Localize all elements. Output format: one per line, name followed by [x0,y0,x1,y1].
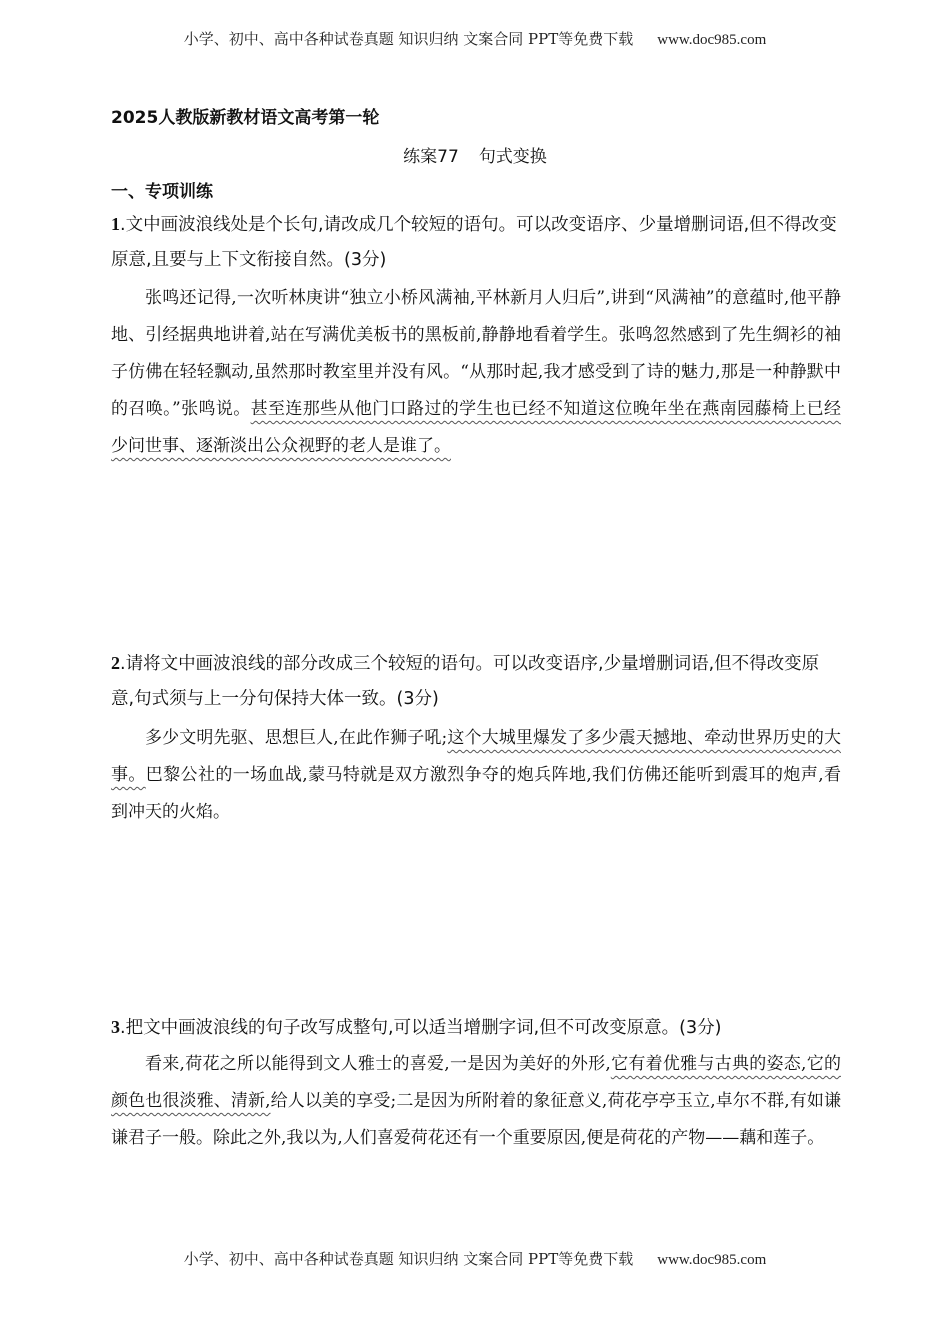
question-text: .文中画波浪线处是个长句,请改成几个较短的语句。可以改变语序、少量增删词语,但不得改变原意,且要与上下文衔接自然。(3分) [111,215,837,270]
question-number: 3 [111,1017,120,1037]
question-3-passage [111,1046,841,1157]
question-2-passage [111,720,841,831]
wavy-underlined-sentence: 甚至连那些从他门口路过的学生也已经不知道这位晚年坐在燕南园藤椅上已经少问世事、逐渐淡出公众视野的老人是谁了。 [111,399,841,456]
footer-site-link[interactable]: www.doc985.com [657,1252,767,1268]
question-text: .请将文中画波浪线的部分改成三个较短的语句。可以改变语序,少量增删词语,但不得改变原意,句式须与上一分句保持大体一致。(3分) [111,654,820,709]
question-2-prompt [111,646,841,717]
lesson-title [0,142,950,167]
wavy-underlined-sentence: 它有着优雅与古典的姿态,它的颜色也很淡雅、清新, [111,1054,841,1111]
wavy-underlined-sentence: 这个大城里爆发了多少震天撼地、牵动世界历史的大事。 [111,728,841,785]
footer-text: 小学、初中、高中各种试卷真题 知识归纳 文案合同 PPT等免费下载 [183,1250,634,1268]
passage-text: 看来,荷花之所以能得到文人雅士的喜爱,一是因为美好的外形, [145,1054,611,1074]
question-number: 2 [111,653,120,673]
passage-text: 张鸣还记得,一次听林庚讲“独立小桥风满袖,平林新月人归后”,讲到“风满袖”的意蕴时,他平静地、引经据典地讲着,站在写满优美板书的黑板前,静静地看着学生。张鸣忽然感到了先生绸衫的袖子仿佛在轻轻飘动,虽然那时教室里并没有风。“从那时起,我才感受到了诗的魅力,那是一种静默中的召唤。”张鸣说。 [111,288,841,419]
question-number: 1 [111,214,120,234]
passage-text: 巴黎公社的一场血战,蒙马特就是双方激烈争夺的炮兵阵地,我们仿佛还能听到震耳的炮声,看到冲天的火焰。 [111,765,841,822]
page-footer [0,1248,950,1269]
question-text: .把文中画波浪线的句子改写成整句,可以适当增删字词,但不可改变原意。(3分) [120,1018,722,1038]
header-text: 小学、初中、高中各种试卷真题 知识归纳 文案合同 PPT等免费下载 [183,30,634,48]
lesson-label: 练案77 [403,147,459,167]
question-3-prompt [111,1010,841,1046]
document-title: 2025人教版新教材语文高考第一轮 [111,108,380,128]
question-1-passage [111,280,841,465]
header-site-link[interactable]: www.doc985.com [657,32,767,48]
passage-text: 给人以美的享受;二是因为所附着的象征意义,荷花亭亭玉立,卓尔不群,有如谦谦君子一般。除此之外,我以为,人们喜爱荷花还有一个重要原因,便是荷花的产物——藕和莲子。 [111,1091,842,1148]
section-heading: 一、专项训练 [111,182,213,202]
question-1-prompt [111,207,841,278]
lesson-name: 句式变换 [478,147,547,167]
passage-text: 多少文明先驱、思想巨人,在此作狮子吼; [145,728,448,748]
page-header [0,28,950,49]
